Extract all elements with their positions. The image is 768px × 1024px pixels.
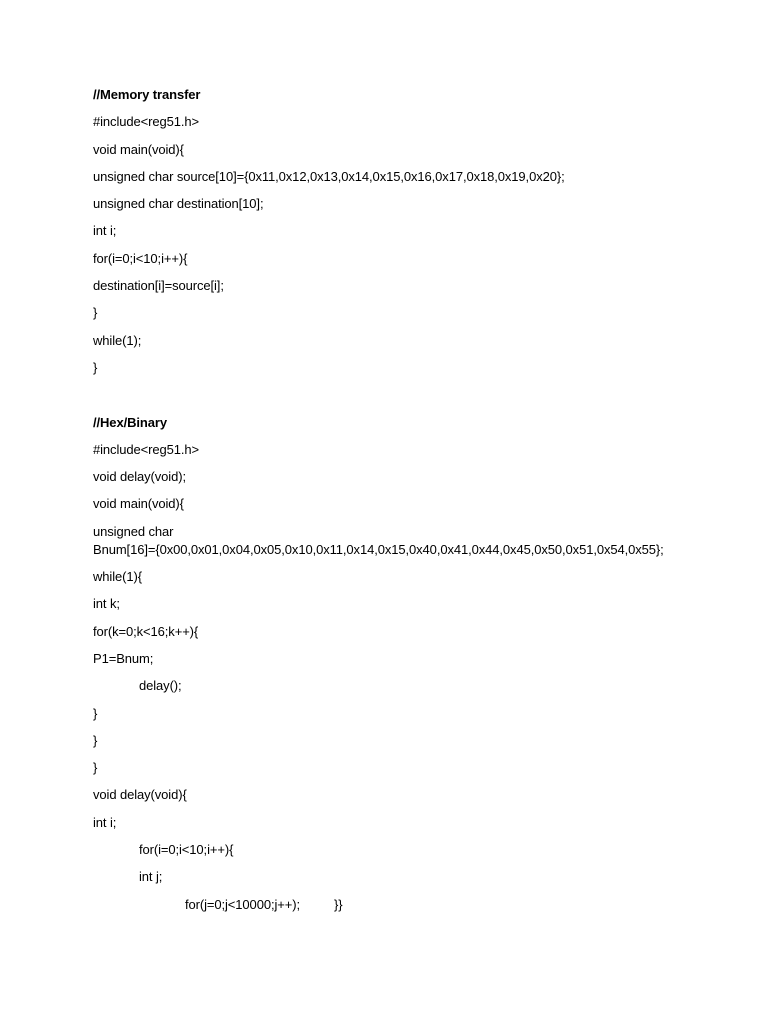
code-line: }	[93, 705, 98, 721]
code-line-inner-loop: for(j=0;j<10000;j++);	[185, 896, 300, 912]
code-line: }	[93, 732, 98, 748]
section-heading-memory-transfer: //Memory transfer	[93, 87, 201, 102]
section-heading-hex-binary: //Hex/Binary	[93, 414, 167, 430]
code-line: for(k=0;k<16;k++){	[93, 623, 199, 639]
code-line	[93, 896, 733, 914]
code-line: for(i=0;i<10;i++){	[93, 250, 188, 266]
code-line: unsigned char destination[10];	[93, 196, 264, 212]
code-line: destination[i]=source[i];	[93, 278, 224, 294]
code-line: void main(void){	[93, 141, 184, 157]
code-line: int k;	[93, 596, 120, 612]
code-line: unsigned char source[10]={0x11,0x12,0x13,0x14,0x15,0x16,0x17,0x18,0x19,0x20};	[93, 168, 565, 184]
code-line: void main(void){	[93, 496, 184, 512]
code-line: while(1){	[93, 569, 142, 585]
code-line: P1=Bnum;	[93, 650, 154, 666]
code-line: void delay(void){	[93, 787, 187, 803]
blank-line	[93, 386, 733, 404]
code-line: int i;	[93, 814, 117, 830]
code-line-closing-braces: }}	[333, 896, 343, 912]
code-line: #include<reg51.h>	[93, 441, 200, 457]
code-line: unsigned char	[93, 523, 174, 539]
code-line: }	[93, 760, 98, 776]
code-line: }	[93, 305, 98, 321]
code-line: #include<reg51.h>	[93, 114, 200, 130]
code-line: for(i=0;i<10;i++){	[139, 842, 234, 858]
code-line: }	[93, 359, 98, 375]
code-line: Bnum[16]={0x00,0x01,0x04,0x05,0x10,0x11,0x14,0x15,0x40,0x41,0x44,0x45,0x50,0x51,0x54,0x55};	[93, 541, 664, 557]
code-line: int i;	[93, 223, 117, 239]
code-line: int j;	[139, 869, 163, 885]
code-listing	[93, 86, 733, 923]
code-line: delay();	[139, 678, 182, 694]
code-line: void delay(void);	[93, 469, 186, 485]
code-line: while(1);	[93, 332, 142, 348]
